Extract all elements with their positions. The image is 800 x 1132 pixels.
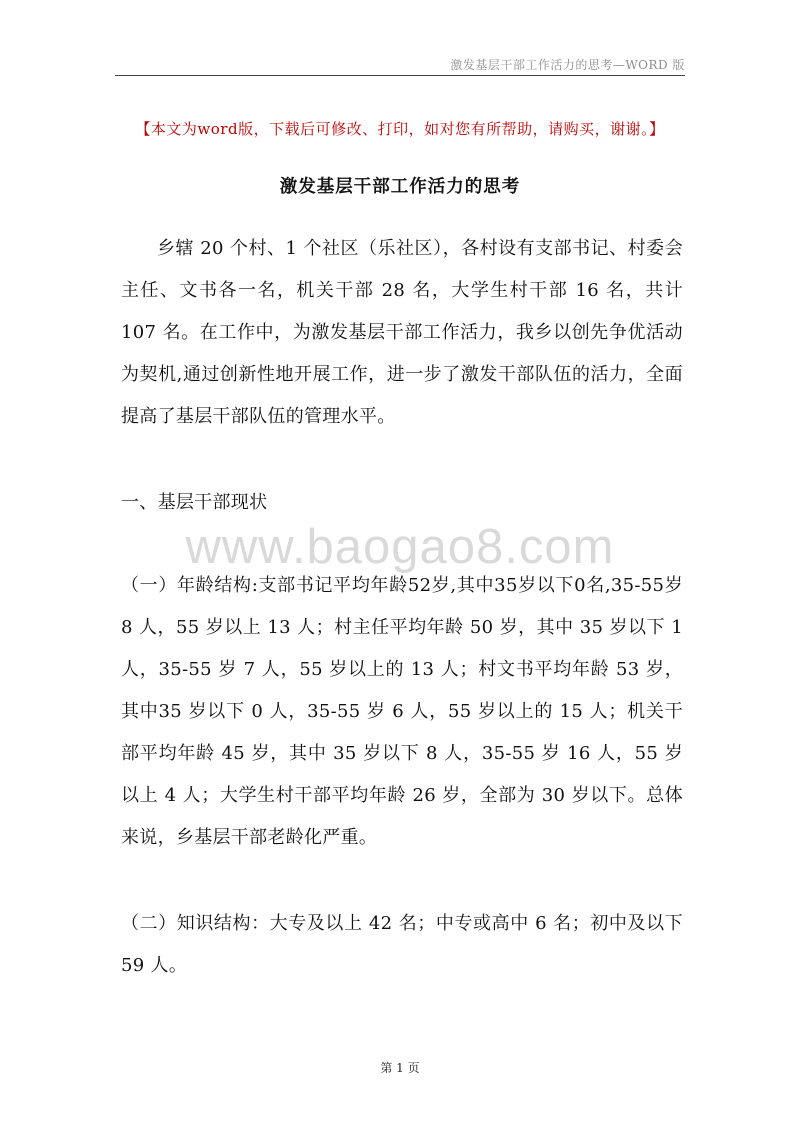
intro-paragraph: 乡辖 20 个村、1 个社区（乐社区），各村设有支部书记、村委会主任、文书各一名，机关干部 28 名，大学生村干部 16 名，共计107 名。在工作中，为激发基层干部工作活力，我乡以创先争优活动为契机,通过创新性地开展工作，进一步了激发干部队伍的活力，全面提高了基层干部队伍的管理水平。 xyxy=(121,238,683,427)
section-heading: 一、基层干部现状 xyxy=(121,492,268,513)
header-divider xyxy=(115,75,685,76)
age-structure-paragraph: （一）年龄结构:支部书记平均年龄52岁,其中35岁以下0名,35-55岁 8 人，55 岁以上 13 人；村主任平均年龄 50 岁，其中 35 岁以下 1人，35-55 岁 7 人，55 岁以上的 13 人；村文书平均年龄 53 岁，其中35 岁以下 0 人，35-55 岁 6 人，55 岁以上的 15 人；机关干部平均年龄 45 岁，其中 35 岁以下 8 人，35-55 岁 16 人，55 岁以上 4 人；大学生村干部平均年龄 26 岁，全部为 30 岁以下。总体来说，乡基层干部老龄化严重。 xyxy=(121,575,683,848)
running-header: 激发基层干部工作活力的思考—WORD 版 xyxy=(450,58,685,72)
document-title: 激发基层干部工作活力的思考 xyxy=(279,177,521,197)
download-notice: 【本文为word版，下载后可修改、打印，如对您有所帮助，请购买，谢谢。】 xyxy=(135,120,665,138)
page-number: 第 1 页 xyxy=(380,1061,420,1075)
watermark: www.baogao8.com xyxy=(185,520,615,574)
knowledge-structure-paragraph: （二）知识结构：大专及以上 42 名；中专或高中 6 名；初中及以下59 人。 xyxy=(121,913,683,976)
